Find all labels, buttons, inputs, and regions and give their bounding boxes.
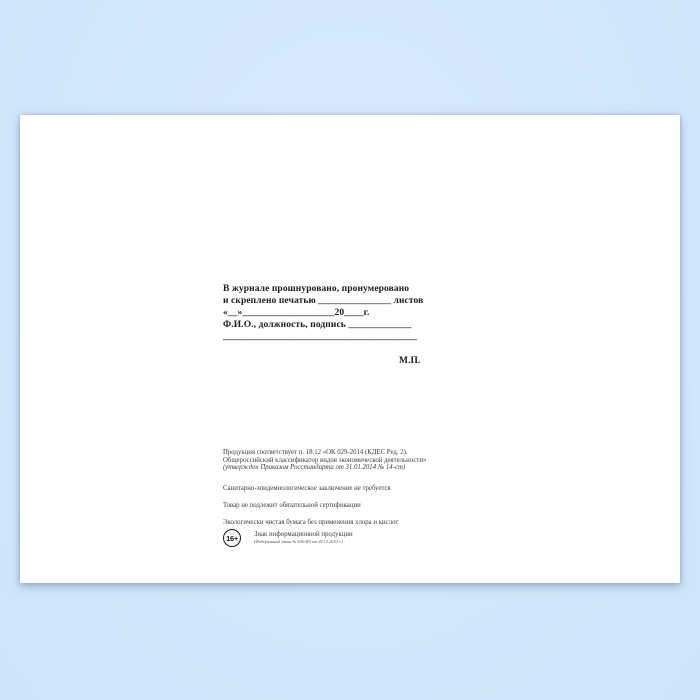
product-info-block	[223, 449, 473, 547]
stamp-line-date: «__»___________________20____г.	[223, 308, 370, 318]
eco-paper-note: Экологически чистая бумага без применения хлора и кислот	[223, 518, 399, 526]
journal-back-page	[20, 115, 680, 583]
compliance-line-2: Общероссийский классификатор видов экономической деятельности»	[223, 456, 427, 464]
stamp-line-bound: В журнале прошнуровано, пронумеровано	[223, 284, 410, 294]
age-mark-label: Знак информационной продукции	[254, 531, 353, 539]
sanitary-note: Санитарно-эпидемиологическое заключение не требуется	[223, 484, 391, 492]
stamp-line-name-position-signature: Ф.И.О., должность, подпись _____________	[223, 320, 412, 330]
age-mark-law: (Федеральный закон № 436-ФЗ от 29.12.2010 г.)	[254, 538, 343, 544]
seal-place-abbr: М.П.	[399, 356, 421, 366]
stamp-line-blank: ________________________________________	[223, 332, 417, 342]
compliance-note	[223, 449, 473, 472]
age-mark-text	[254, 529, 353, 543]
compliance-line-3: (утвержден Приказом Росстандарта от 31.01.2014 № 14-ст)	[223, 464, 406, 472]
age-16plus-icon: 16+	[223, 529, 241, 547]
certification-note: Товар не подлежит обязательной сертификации	[223, 501, 361, 509]
age-mark-row	[223, 529, 473, 547]
binding-stamp-block	[223, 283, 453, 367]
stamp-line-sealed-sheets: и скреплено печатью _______________ листов	[223, 296, 424, 306]
compliance-line-1: Продукция соответствует п. 18.12 «ОК 029-2014 (КДЕС Ред. 2).	[223, 449, 408, 456]
